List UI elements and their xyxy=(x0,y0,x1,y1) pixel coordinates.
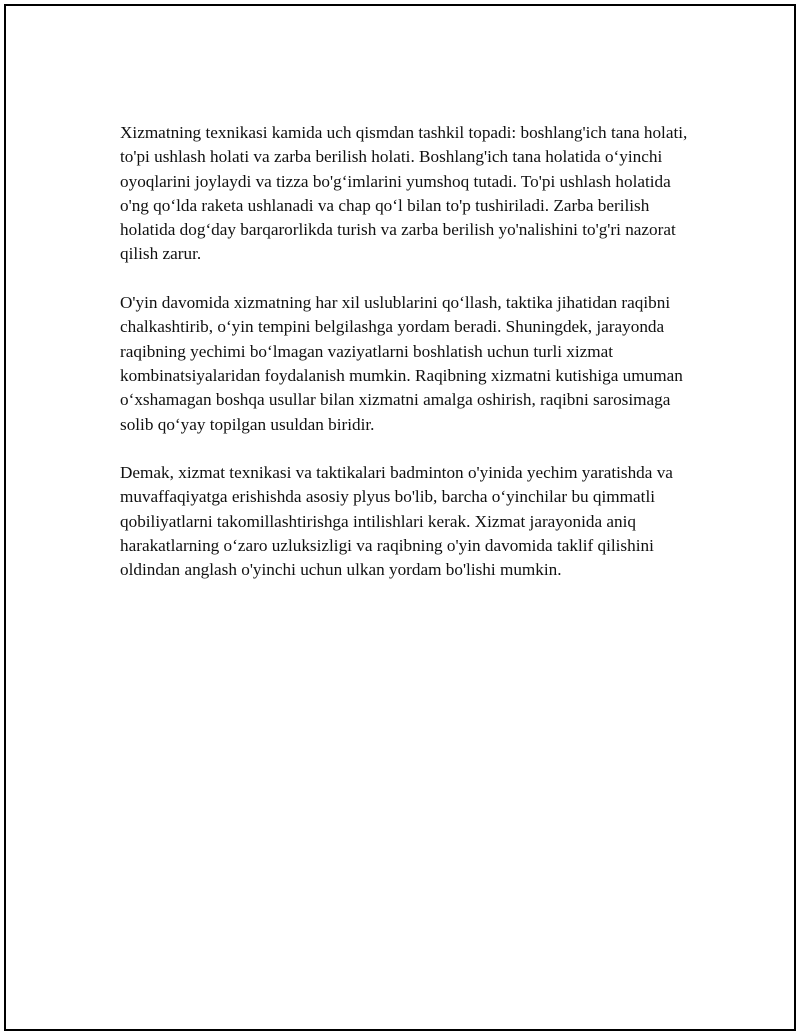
document-body xyxy=(120,121,700,607)
paragraph-3: Demak, xizmat texnikasi va taktikalari badminton o'yinida yechim yaratishda va muvaffaqiyatga erishishda asosiy plyus bo'lib, barcha o‘yinchilar bu qimmatli qobiliyatlarni takomillashtirishga intilishlari kerak. Xizmat jarayonida aniq harakatlarning o‘zaro uzluksizligi va raqibning o'yin davomida taklif qilishini oldindan anglash o'yinchi uchun ulkan yordam bo'lishi mumkin. xyxy=(120,463,673,580)
paragraph-1: Xizmatning texnikasi kamida uch qismdan tashkil topadi: boshlang'ich tana holati, to'pi ushlash holati va zarba berilish holati. Boshlang'ich tana holatida o‘yinchi oyoqlarini joylaydi va tizza bo'g‘imlarini yumshoq tutadi. To'pi ushlash holatida o'ng qo‘lda raketa ushlanadi va chap qo‘l bilan to'p tushiriladi. Zarba berilish holatida dog‘day barqarorlikda turish va zarba berilish yo'nalishini to'g'ri nazorat qilish zarur. xyxy=(120,123,688,264)
document-page xyxy=(4,4,796,1031)
paragraph-2: O'yin davomida xizmatning har xil uslublarini qo‘llash, taktika jihatidan raqibni chalkashtirib, o‘yin tempini belgilashga yordam beradi. Shuningdek, jarayonda raqibning yechimi bo‘lmagan vaziyatlarni boshlatish uchun turli xizmat kombinatsiyalaridan foydalanish mumkin. Raqibning xizmatni kutishiga umuman o‘xshamagan boshqa usullar bilan xizmatni amalga oshirish, raqibni sarosimaga solib qo‘yay topilgan usuldan biridir. xyxy=(120,293,683,434)
